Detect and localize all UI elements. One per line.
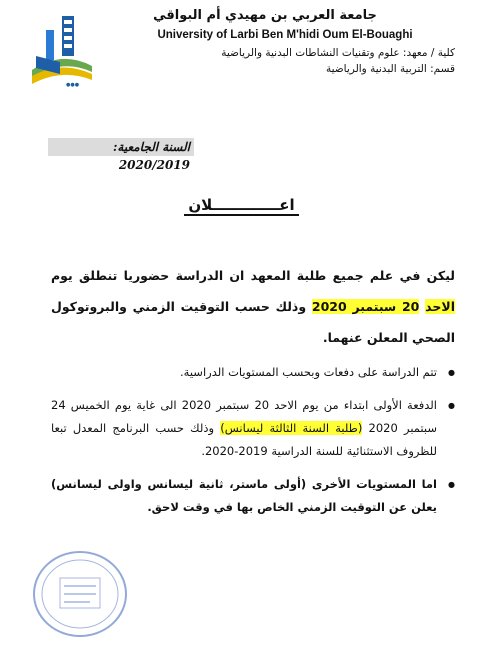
announcement-title-text: اعـــــــــــــلان — [184, 196, 298, 216]
bullet-list — [51, 361, 455, 519]
university-name-en: University of Larbi Ben M'hidi Oum El-Bouaghi — [157, 29, 413, 41]
highlight-day: الاحد — [425, 299, 455, 314]
bullet-item: ● تتم الدراسة على دفعات وبحسب المستويات الدراسية. — [51, 361, 437, 384]
university-logo — [26, 10, 98, 92]
faculty-line: كلية / معهد: علوم وتقنيات النشاطات البدنية والرياضية — [221, 47, 455, 59]
intro-text-1: ليكن في علم جميع طلبة المعهد ان الدراسة حضوريا تنطلق يوم — [51, 268, 455, 283]
intro-paragraph — [51, 260, 455, 353]
bullet-item: ● اما المستويات الأخرى (أولى ماستر، ثانية ليسانس واولى ليسانس) يعلن عن التوقيت الزمني الخاص بها في وقت لاحق. — [51, 473, 437, 519]
academic-year: السنة الجامعية: 2020/2019 — [48, 138, 194, 156]
document-header — [115, 8, 455, 75]
university-name-ar: جامعة العربي بن مهيدي أم البواقي — [153, 8, 377, 23]
highlight-group: (طلبة السنة الثالثة ليسانس) — [220, 421, 363, 435]
official-stamp — [30, 548, 130, 640]
department-line: قسم: التربية البدنية والرياضية — [325, 63, 455, 75]
bullet-item — [51, 394, 437, 463]
highlight-date: 20 سبتمبر 2020 — [311, 299, 420, 314]
bullet-text: الدفعة الأولى ابتداء من يوم الاحد 20 سبتمبر 2020 الى غاية يوم الخميس 24 سبتمبر 2020 — [51, 398, 438, 435]
announcement-title — [0, 196, 483, 214]
announcement-body — [51, 260, 455, 529]
svg-text:●●●: ●●● — [66, 82, 80, 88]
bullet-text: وذلك حسب البرنامج المعدل تبعا للظروف الاستثنائية للسنة الدراسية 2019-2020. — [51, 421, 437, 458]
intro-text-2: وذلك حسب التوقيت الزمني والبروتوكول الصحي المعلن عنهما. — [51, 299, 455, 345]
